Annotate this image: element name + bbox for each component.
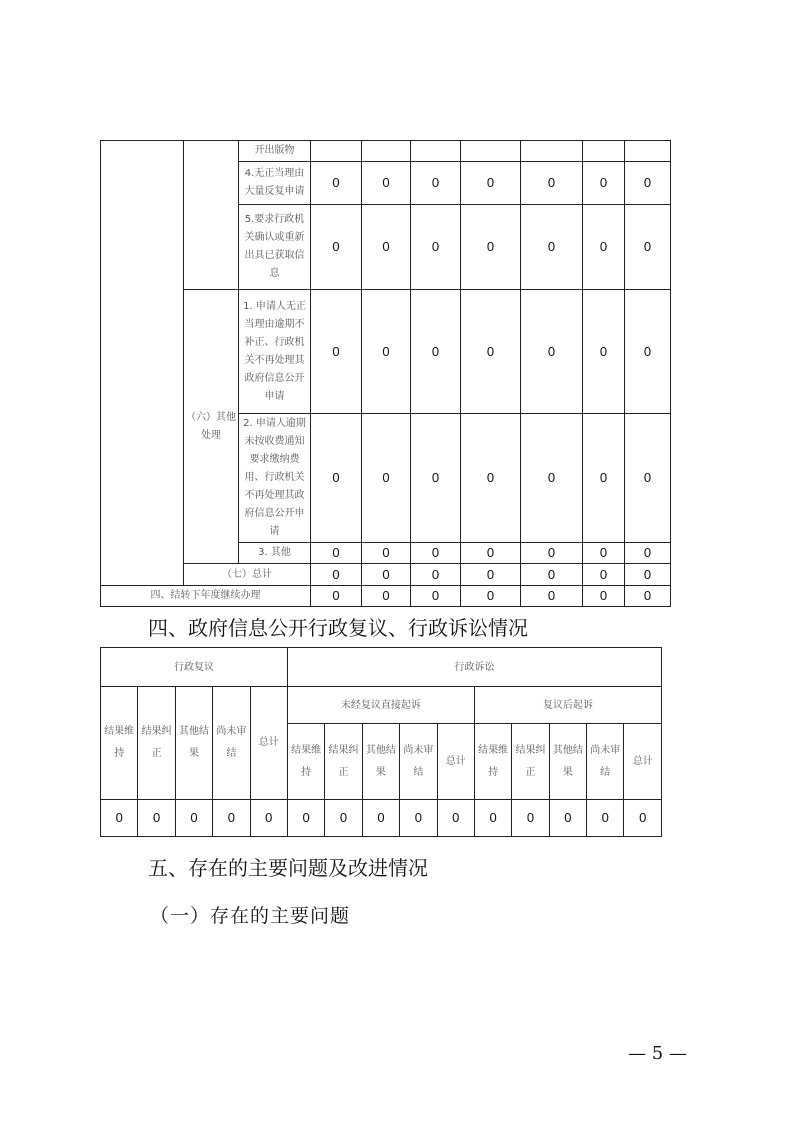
value-cell: 0 [175, 800, 212, 837]
header-review: 行政复议 [101, 648, 288, 687]
value-cell: 0 [461, 564, 521, 586]
value-cell [583, 141, 625, 162]
review-col-header: 结果维持 [101, 687, 138, 800]
value-cell: 0 [411, 564, 461, 586]
review-col-header: 其他结果 [175, 687, 212, 800]
value-cell: 0 [411, 543, 461, 564]
value-cell: 0 [625, 414, 671, 543]
category-cell [101, 141, 184, 586]
value-cell: 0 [625, 586, 671, 607]
value-cell: 0 [311, 205, 362, 290]
litigation-col-header: 尚未审结 [587, 724, 624, 800]
value-cell: 0 [521, 543, 583, 564]
value-cell: 0 [625, 162, 671, 205]
value-cell: 0 [461, 205, 521, 290]
value-cell: 0 [521, 205, 583, 290]
value-cell: 0 [311, 290, 362, 414]
value-cell: 0 [583, 414, 625, 543]
value-cell: 0 [411, 162, 461, 205]
value-cell: 0 [411, 586, 461, 607]
value-cell: 0 [311, 564, 362, 586]
value-cell: 0 [362, 800, 399, 837]
review-litigation-table [100, 647, 662, 837]
value-cell: 0 [521, 414, 583, 543]
carryover-row [101, 586, 671, 607]
value-cell [311, 141, 362, 162]
carryover-row-label: 四、结转下年度继续办理 [101, 586, 311, 607]
value-cell: 0 [587, 800, 624, 837]
value-cell: 0 [583, 205, 625, 290]
value-cell: 0 [583, 162, 625, 205]
litigation-col-header: 结果维持 [287, 724, 324, 800]
disposal-table [100, 140, 671, 607]
row-label: 开出版物 [239, 141, 311, 162]
value-cell: 0 [521, 162, 583, 205]
subcategory-cell [184, 141, 239, 290]
value-cell: 0 [411, 290, 461, 414]
value-cell: 0 [461, 543, 521, 564]
value-cell: 0 [437, 800, 474, 837]
value-cell: 0 [362, 290, 411, 414]
row-label: 2. 申请人逾期未按收费通知要求缴纳费用、行政机关不再处理其政府信息公开申请 [239, 414, 311, 543]
value-cell: 0 [411, 205, 461, 290]
header-after-review: 复议后起诉 [474, 687, 661, 724]
total-row-label: （七）总计 [184, 564, 311, 586]
value-cell: 0 [521, 290, 583, 414]
row-label: 5.要求行政机关确认或重新出具已获取信息 [239, 205, 311, 290]
value-cell: 0 [311, 162, 362, 205]
value-cell: 0 [250, 800, 287, 837]
row-label: 3. 其他 [239, 543, 311, 564]
value-cell: 0 [549, 800, 586, 837]
value-cell [521, 141, 583, 162]
value-cell: 0 [311, 543, 362, 564]
header-litigation: 行政诉讼 [287, 648, 661, 687]
litigation-col-header: 其他结果 [549, 724, 586, 800]
value-cell: 0 [362, 586, 411, 607]
value-cell: 0 [512, 800, 549, 837]
litigation-col-header: 结果纠正 [512, 724, 549, 800]
litigation-col-header: 总计 [437, 724, 474, 800]
value-cell: 0 [474, 800, 511, 837]
value-cell: 0 [400, 800, 437, 837]
value-cell: 0 [411, 414, 461, 543]
litigation-col-header: 尚未审结 [400, 724, 437, 800]
litigation-col-header: 结果维持 [474, 724, 511, 800]
group-other-cell: （六）其他处理 [184, 290, 239, 564]
value-cell: 0 [624, 800, 662, 837]
total-row [101, 564, 671, 586]
table-row [101, 141, 671, 162]
table-row [101, 290, 671, 414]
value-cell: 0 [521, 586, 583, 607]
value-cell [461, 141, 521, 162]
section-5-heading: 五、存在的主要问题及改进情况 [148, 856, 428, 880]
value-cell: 0 [461, 162, 521, 205]
row-label: 1. 申请人无正当理由逾期不补正、行政机关不再处理其政府信息公开申请 [239, 290, 311, 414]
value-cell: 0 [625, 205, 671, 290]
value-cell: 0 [287, 800, 324, 837]
value-cell: 0 [461, 290, 521, 414]
section-5-subheading: （一）存在的主要问题 [150, 905, 351, 927]
value-cell: 0 [625, 564, 671, 586]
value-cell: 0 [461, 586, 521, 607]
value-cell: 0 [583, 586, 625, 607]
value-cell: 0 [583, 290, 625, 414]
value-cell: 0 [101, 800, 138, 837]
value-cell: 0 [461, 414, 521, 543]
litigation-col-header: 总计 [624, 724, 662, 800]
value-cell [362, 141, 411, 162]
review-col-header: 结果纠正 [138, 687, 175, 800]
value-cell: 0 [362, 564, 411, 586]
value-cell: 0 [325, 800, 362, 837]
row-label: 4.无正当理由大量反复申请 [239, 162, 311, 205]
value-cell [411, 141, 461, 162]
value-cell: 0 [362, 414, 411, 543]
value-cell: 0 [311, 586, 362, 607]
page-number: — 5 — [628, 1043, 687, 1064]
litigation-col-header: 结果纠正 [325, 724, 362, 800]
litigation-col-header: 其他结果 [362, 724, 399, 800]
review-col-header: 总计 [250, 687, 287, 800]
value-cell: 0 [138, 800, 175, 837]
value-cell: 0 [362, 205, 411, 290]
value-cell: 0 [583, 543, 625, 564]
value-cell: 0 [362, 543, 411, 564]
header-direct: 未经复议直接起诉 [287, 687, 474, 724]
review-col-header: 尚未审结 [213, 687, 250, 800]
value-cell: 0 [362, 162, 411, 205]
value-cell: 0 [625, 290, 671, 414]
value-cell: 0 [583, 564, 625, 586]
value-cell: 0 [213, 800, 250, 837]
value-cell: 0 [521, 564, 583, 586]
value-cell: 0 [311, 414, 362, 543]
value-cell [625, 141, 671, 162]
value-cell: 0 [625, 543, 671, 564]
section-4-heading: 四、政府信息公开行政复议、行政诉讼情况 [148, 616, 528, 640]
